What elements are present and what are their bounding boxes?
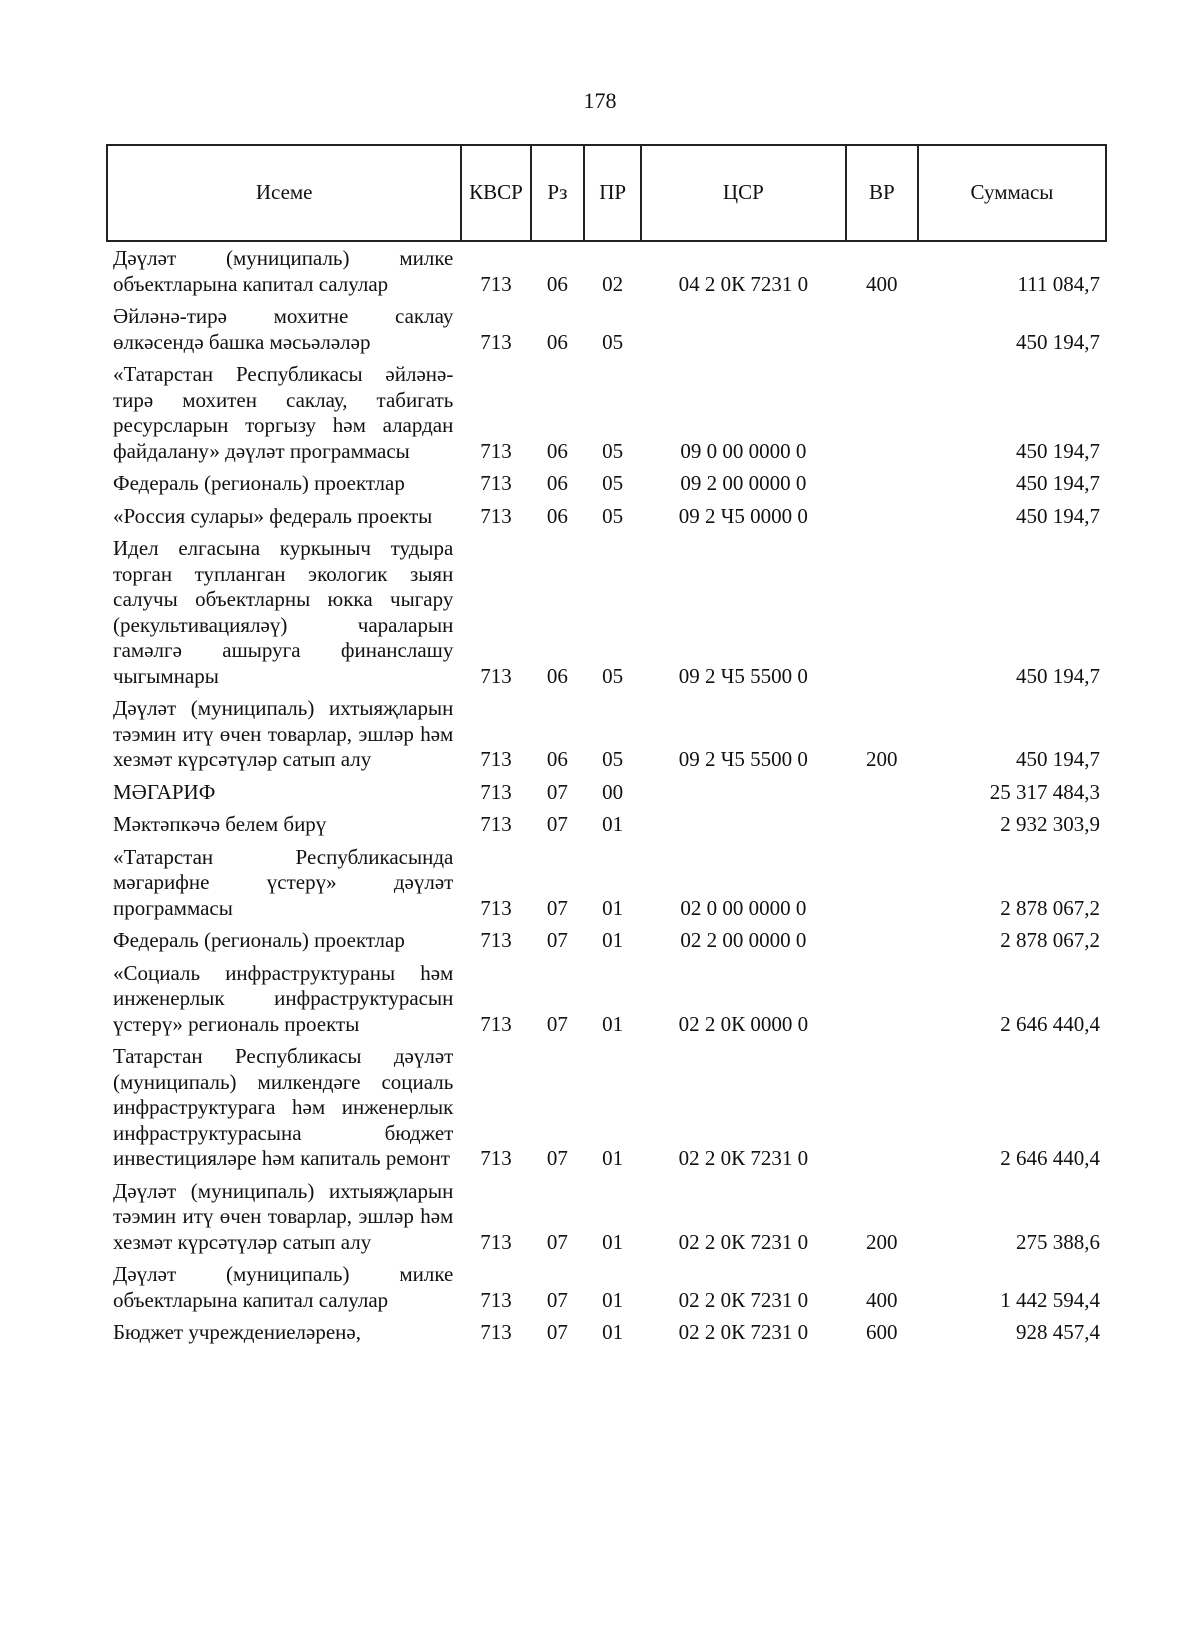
- cell-pr: 01: [602, 1146, 624, 1170]
- cell-sum: 2 646 440,4: [1000, 1011, 1100, 1036]
- cell-name: «Татарстан Республикасында мәгарифне үстерү» дәүләт программасы: [113, 844, 454, 920]
- cell-kvsr: 713: [480, 329, 512, 354]
- cell-name: Дәүләт (муниципаль) ихтыяҗларын тәэмин итү өчен товарлар, эшләр һәм хезмәт күрсәтүләр сатып алу: [113, 1178, 454, 1254]
- cell-vr: [846, 358, 918, 467]
- cell-rz: 07: [546, 1287, 568, 1312]
- cell-rz: 07: [546, 1320, 568, 1344]
- cell-csr: 02 2 0К 7231 0: [678, 1229, 809, 1254]
- cell-name: Дәүләт (муниципаль) милке объектларына капитал салулар: [113, 1262, 454, 1312]
- cell-csr: 02 2 0К 7231 0: [678, 1287, 809, 1312]
- cell-vr: [846, 957, 918, 1041]
- table-row: [107, 500, 1106, 533]
- cell-name: Федераль (региональ) проектлар: [113, 928, 405, 952]
- cell-sum: 1 442 594,4: [1000, 1287, 1100, 1312]
- table-row: [107, 358, 1106, 467]
- cell-rz: 06: [546, 503, 568, 528]
- cell-csr: 09 2 Ч5 0000 0: [678, 503, 808, 528]
- cell-sum: 450 194,7: [1016, 471, 1100, 495]
- cell-vr: [846, 924, 918, 957]
- cell-rz: 06: [546, 438, 568, 463]
- cell-vr: [846, 467, 918, 500]
- cell-name: Мәктәпкәчә белем бирү: [113, 812, 327, 836]
- header-csr: ЦСР: [641, 145, 846, 241]
- cell-kvsr: 713: [480, 438, 512, 463]
- table-row: [107, 841, 1106, 925]
- cell-rz: 07: [546, 1146, 568, 1170]
- cell-sum: 450 194,7: [1016, 438, 1100, 463]
- cell-rz: 06: [546, 271, 568, 296]
- cell-kvsr: 713: [480, 271, 512, 296]
- header-pr: ПР: [584, 145, 641, 241]
- cell-csr: 02 2 0К 7231 0: [678, 1146, 809, 1170]
- cell-csr: 09 0 00 0000 0: [680, 438, 807, 463]
- cell-vr: 600: [866, 1320, 898, 1344]
- cell-pr: 05: [602, 471, 624, 495]
- cell-rz: 07: [546, 779, 568, 804]
- cell-kvsr: 713: [480, 812, 512, 836]
- cell-sum: 275 388,6: [1016, 1229, 1100, 1254]
- page-number: 178: [583, 88, 617, 113]
- cell-vr: 400: [866, 271, 898, 296]
- cell-vr: [846, 808, 918, 841]
- cell-kvsr: 713: [480, 895, 512, 920]
- table-row: [107, 467, 1106, 500]
- cell-sum: 25 317 484,3: [989, 779, 1100, 804]
- cell-name: МӘГАРИФ: [113, 779, 216, 804]
- cell-rz: 07: [546, 1229, 568, 1254]
- cell-vr: 200: [866, 747, 898, 771]
- table-row: [107, 1316, 1106, 1349]
- header-sum: Суммасы: [918, 145, 1106, 241]
- cell-rz: 07: [546, 928, 568, 952]
- cell-pr: 01: [602, 928, 624, 952]
- cell-sum: 450 194,7: [1016, 747, 1100, 771]
- cell-name: Дәүләт (муниципаль) милке объектларына капитал салулар: [113, 246, 454, 296]
- table-row: [107, 1175, 1106, 1259]
- cell-name: «Россия сулары» федераль проекты: [113, 503, 433, 528]
- cell-kvsr: 713: [480, 1146, 512, 1170]
- cell-rz: 06: [546, 329, 568, 354]
- cell-pr: 01: [602, 1229, 624, 1254]
- cell-sum: 111 084,7: [1017, 271, 1100, 296]
- cell-csr: [641, 300, 846, 358]
- cell-csr: 02 2 0К 0000 0: [678, 1011, 809, 1036]
- cell-kvsr: 713: [480, 1320, 512, 1344]
- cell-pr: 05: [602, 438, 624, 463]
- cell-vr: [846, 841, 918, 925]
- cell-name: Идел елгасына куркыныч тудыра торган тупланган экологик зыян салучы объектларны юкка чыгару (рекультивацияләү) чараларын гамәлгә ашыруга финанслашу чыгымнары: [113, 536, 454, 688]
- cell-kvsr: 713: [480, 747, 512, 771]
- cell-name: «Татарстан Республикасы әйләнә-тирә мохитен саклау, табигать ресурсларын торгызу һәм алардан файдалану» дәүләт программасы: [113, 362, 454, 463]
- header-kvsr: КВСР: [461, 145, 530, 241]
- cell-pr: 01: [602, 895, 624, 920]
- cell-name: «Социаль инфраструктураны һәм инженерлык инфраструктурасын үстерү» региональ проекты: [113, 960, 454, 1036]
- cell-csr: 09 2 Ч5 5500 0: [678, 663, 808, 688]
- cell-kvsr: 713: [480, 663, 512, 688]
- cell-name: Әйләнә-тирә мохитне саклау өлкәсендә башка мәсьәләләр: [113, 304, 454, 354]
- table-row: [107, 692, 1106, 776]
- cell-kvsr: 713: [480, 779, 512, 804]
- table-row: [107, 924, 1106, 957]
- table-row: [107, 957, 1106, 1041]
- cell-sum: 450 194,7: [1016, 663, 1100, 688]
- cell-sum: 2 646 440,4: [1000, 1146, 1100, 1170]
- cell-sum: 2 932 303,9: [1000, 812, 1100, 836]
- cell-csr: 09 2 00 0000 0: [680, 471, 807, 495]
- header-vr: ВР: [846, 145, 918, 241]
- cell-kvsr: 713: [480, 1011, 512, 1036]
- cell-rz: 06: [546, 663, 568, 688]
- cell-pr: 05: [602, 503, 624, 528]
- cell-name: Федераль (региональ) проектлар: [113, 471, 405, 495]
- cell-rz: 07: [546, 812, 568, 836]
- cell-sum: 2 878 067,2: [1000, 928, 1100, 952]
- cell-pr: 05: [602, 663, 624, 688]
- cell-pr: 02: [602, 271, 624, 296]
- cell-vr: [846, 532, 918, 692]
- header-row: [107, 145, 1106, 241]
- cell-name: Дәүләт (муниципаль) ихтыяҗларын тәэмин итү өчен товарлар, эшләр һәм хезмәт күрсәтүләр сатып алу: [113, 696, 454, 771]
- cell-pr: 05: [602, 329, 624, 354]
- cell-rz: 07: [546, 1011, 568, 1036]
- cell-sum: 2 878 067,2: [1000, 895, 1100, 920]
- table-row: [107, 808, 1106, 841]
- cell-vr: [846, 776, 918, 809]
- cell-name: Бюджет учреждениеләренә,: [113, 1320, 361, 1344]
- cell-rz: 06: [546, 747, 568, 771]
- table-body: [107, 241, 1106, 1349]
- cell-pr: 01: [602, 1320, 624, 1344]
- table-row: [107, 300, 1106, 358]
- cell-kvsr: 713: [480, 471, 512, 495]
- cell-csr: [641, 808, 846, 841]
- cell-vr: [846, 500, 918, 533]
- cell-csr: 04 2 0К 7231 0: [678, 271, 809, 296]
- table-row: [107, 776, 1106, 809]
- cell-pr: 01: [602, 1287, 624, 1312]
- cell-vr: [846, 300, 918, 358]
- cell-pr: 01: [602, 812, 624, 836]
- cell-vr: [846, 1040, 918, 1175]
- cell-kvsr: 713: [480, 928, 512, 952]
- cell-rz: 06: [546, 471, 568, 495]
- cell-pr: 05: [602, 747, 624, 771]
- cell-pr: 00: [602, 779, 624, 804]
- cell-csr: 02 2 0К 7231 0: [678, 1320, 809, 1344]
- cell-csr: 02 2 00 0000 0: [680, 928, 807, 952]
- cell-kvsr: 713: [480, 1229, 512, 1254]
- cell-sum: 450 194,7: [1016, 503, 1100, 528]
- cell-name: Татарстан Республикасы дәүләт (муниципаль) милкендәге социаль инфраструктурага һәм инженерлык инфраструктурасына бюджет инвестицияләре һәм капиталь ремонт: [113, 1044, 454, 1170]
- cell-vr: 200: [866, 1229, 898, 1254]
- cell-csr: 02 0 00 0000 0: [680, 895, 807, 920]
- table-row: [107, 1258, 1106, 1316]
- table-row: [107, 241, 1106, 300]
- cell-sum: 450 194,7: [1016, 329, 1100, 354]
- cell-csr: [641, 776, 846, 809]
- cell-rz: 07: [546, 895, 568, 920]
- header-rz: Рз: [531, 145, 585, 241]
- cell-csr: 09 2 Ч5 5500 0: [678, 747, 808, 771]
- cell-sum: 928 457,4: [1016, 1320, 1100, 1344]
- table-row: [107, 1040, 1106, 1175]
- cell-vr: 400: [866, 1287, 898, 1312]
- table-row: [107, 532, 1106, 692]
- header-name: Исеме: [107, 145, 461, 241]
- budget-table: [106, 144, 1107, 1349]
- cell-kvsr: 713: [480, 1287, 512, 1312]
- cell-kvsr: 713: [480, 503, 512, 528]
- cell-pr: 01: [602, 1011, 624, 1036]
